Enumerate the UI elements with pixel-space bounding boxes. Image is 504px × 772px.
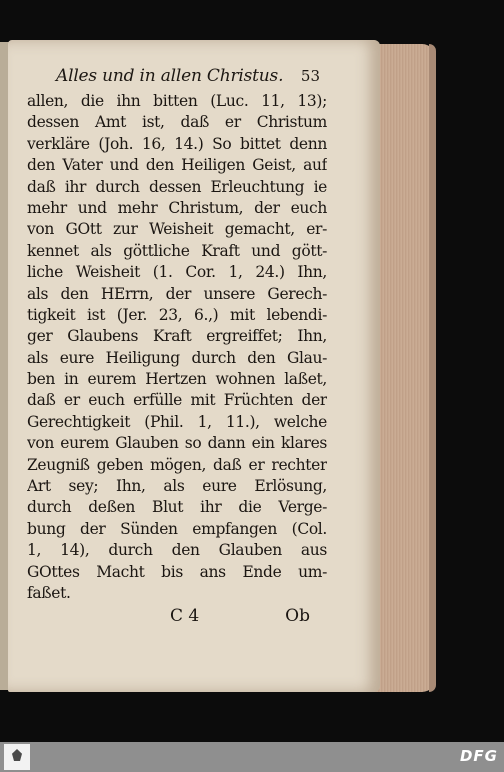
text-line: durch deßen Blut ihr die Verge- (27, 498, 327, 517)
text-line: als eure Heiligung durch den Glau- (27, 348, 327, 367)
text-line: den Vater und den Heiligen Geist, auf (27, 156, 327, 175)
text-line: mehr und mehr Christum, der euch (27, 198, 327, 217)
text-line: Art sey; Ihn, als eure Erlösung, (27, 477, 327, 496)
text-line: 1, 14), durch den Glauben aus (27, 541, 327, 560)
signature-mark: C 4 (170, 606, 200, 626)
page-footer-marks (170, 606, 310, 626)
running-head (56, 66, 320, 86)
text-line: kennet als göttliche Kraft und gött- (27, 241, 327, 260)
text-line: tigkeit ist (Jer. 23, 6.,) mit lebendi- (27, 305, 327, 324)
text-line: verkläre (Joh. 16, 14.) So bittet denn (27, 134, 327, 153)
text-line: faßet. (27, 583, 71, 602)
text-line: allen, die ihn bitten (Luc. 11, 13); (27, 92, 327, 110)
viewer-footer (0, 742, 504, 772)
text-line: bung der Sünden empfangen (Col. (27, 519, 327, 538)
dfg-logo[interactable]: DFG (459, 747, 498, 765)
text-line: Gerechtigkeit (Phil. 1, 11.), welche (27, 412, 327, 431)
text-line: als den HErrn, der unsere Gerech- (27, 284, 327, 303)
page-edges (372, 44, 436, 692)
text-line: daß er euch erfülle mit Früchten der (27, 391, 327, 410)
text-line: dessen Amt ist, daß er Christum (27, 113, 327, 132)
running-head-title: Alles und in allen Christus. (56, 66, 284, 86)
catchword: Ob (285, 606, 310, 626)
text-line: GOttes Macht bis ans Ende um- (27, 562, 327, 581)
text-line: ben in eurem Hertzen wohnen laßet, (27, 370, 327, 389)
text-line: daß ihr durch dessen Erleuchtung ie (27, 177, 327, 196)
text-line: ger Glaubens Kraft ergreiffet; Ihn, (27, 327, 327, 346)
body-text (27, 91, 327, 604)
text-line: von eurem Glauben so dann ein klares (27, 434, 327, 453)
text-line: liche Weisheit (1. Cor. 1, 24.) Ihn, (27, 263, 327, 282)
text-line: von GOtt zur Weisheit gemacht, er- (27, 220, 327, 239)
text-line: Zeugniß geben mögen, daß er rechter (27, 455, 327, 474)
library-crest-icon[interactable] (4, 744, 30, 770)
page-number: 53 (300, 67, 320, 85)
